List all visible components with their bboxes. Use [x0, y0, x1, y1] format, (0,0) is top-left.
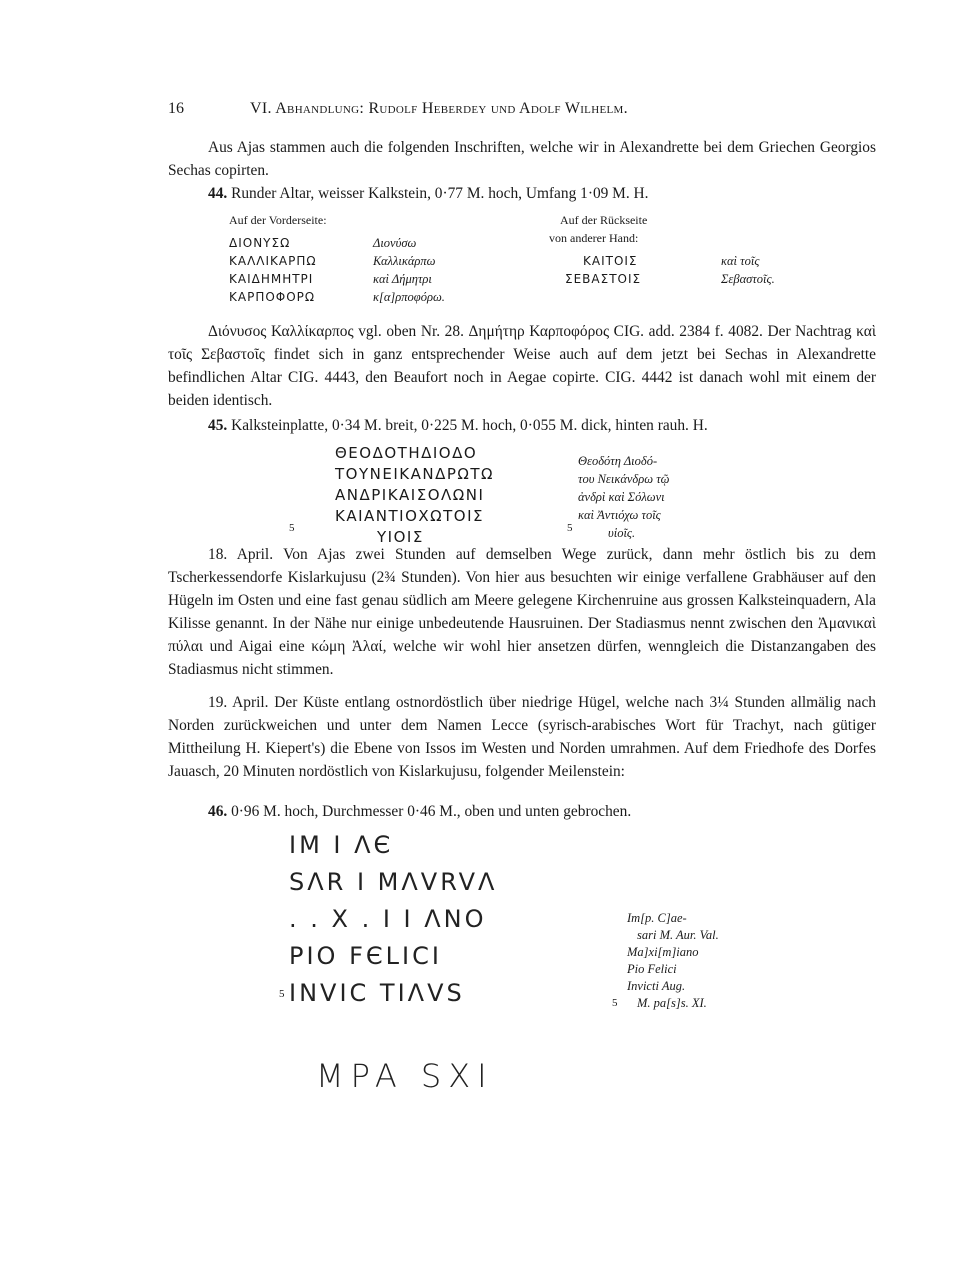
- trans-line: καὶ Ἀντιόχω τοῖς: [578, 508, 661, 522]
- insc-line: ΚΑΛΛΙΚΑΡΠΩ: [229, 254, 317, 268]
- insc-line: . . X . I I ΛNO: [289, 905, 487, 933]
- insc-line: ΚΑΡΠΟΦΟΡΩ: [229, 290, 316, 304]
- front-transcription: [373, 234, 445, 306]
- entry-44-number: 44.: [208, 185, 228, 202]
- trans-line: sari M. Aur. Val.: [637, 928, 719, 942]
- trans-line: καὶ τοῖς: [721, 254, 760, 268]
- trans-line: του Νεικάνδρω τῷ: [578, 472, 670, 486]
- insc-line: IM I ΛЄ: [289, 831, 394, 859]
- trans-line: Ma]xi[m]iano: [627, 945, 699, 959]
- front-inscription: [229, 234, 317, 306]
- entry-45-number: 45.: [208, 417, 228, 434]
- trans-line: Im[p. C]ae-: [627, 911, 687, 925]
- milestone-transcription: [627, 910, 719, 1012]
- milestone-last-line: MPA SXI: [316, 1057, 494, 1095]
- back-label-2: von anderer Hand:: [549, 231, 639, 245]
- running-title: VI. Abhandlung: Rudolf Heberdey und Adolf Wilhelm.: [250, 100, 628, 117]
- trans-line: Pio Felici: [627, 962, 677, 976]
- back-inscription: [565, 252, 641, 288]
- line-number-5-milestone-trans: 5: [612, 997, 618, 1009]
- insc-line: ΘΕΟΔΟΤΗΔΙΟΔΟ: [335, 444, 478, 462]
- entry-45-transcription: [578, 452, 670, 542]
- trans-line: M. pa[s]s. XI.: [637, 996, 707, 1010]
- insc-line: ΔΙΟΝΥΣΩ: [229, 236, 291, 250]
- milestone-inscription: [289, 830, 497, 1015]
- insc-line: ΣΕΒΑΣΤΟΙΣ: [565, 272, 642, 286]
- trans-line: Διονύσω: [373, 236, 417, 250]
- back-label-1: Auf der Rückseite: [560, 213, 648, 227]
- page-number: 16: [168, 100, 184, 117]
- entry-46-heading: [168, 800, 876, 823]
- line-number-5-milestone: 5: [279, 988, 285, 1000]
- trans-line: καὶ Δήμητρι: [373, 272, 432, 286]
- insc-line: ΚΑΙΔΗΜΗΤΡΙ: [229, 272, 314, 286]
- trans-line: Σεβαστοῖς.: [721, 272, 775, 286]
- entry-44-desc: Runder Altar, weisser Kalkstein, 0·77 M. hoch, Umfang 1·09 M. H.: [227, 185, 649, 202]
- line-number-5: 5: [289, 522, 295, 534]
- entry-46-number: 46.: [208, 803, 228, 820]
- entry-44-commentary: Διόνυσος Καλλίκαρπος vgl. oben Nr. 28. Δημήτηρ Καρποφόρος CIG. add. 2384 f. 4082. Der Nachtrag καὶ τοῖς Σεβαστοῖς findet sich in ganz entsprechender Weise auch auf dem jetzt bei Sechas in Alexandrette befindlichen Altar CIG. 4443, den Beaufort noch in Aegae copirte. CIG. 4442 ist danach wohl mit einem der beiden identisch.: [168, 323, 876, 409]
- trans-line: υἱοῖς.: [608, 526, 636, 540]
- intro-paragraph: Aus Ajas stammen auch die folgenden Inschriften, welche wir in Alexandrette bei dem Griechen Georgios Sechas copirten.: [168, 139, 876, 179]
- entry-46-desc: 0·96 M. hoch, Durchmesser 0·46 M., oben und unten gebrochen.: [227, 803, 632, 820]
- trans-line: Καλλικάρπω: [373, 254, 436, 268]
- insc-line: INVIC TIΛVS: [289, 979, 465, 1007]
- trans-line: κ[α]ρποφόρω.: [373, 290, 445, 304]
- trans-line: ἀνδρὶ καὶ Σόλωνι: [578, 490, 665, 504]
- trans-line: Invicti Aug.: [627, 979, 686, 993]
- entry-45-inscription: [305, 443, 494, 548]
- entry-45-desc: Kalksteinplatte, 0·34 M. breit, 0·225 M. hoch, 0·055 M. dick, hinten rauh. H.: [227, 417, 708, 434]
- back-transcription: [721, 252, 775, 288]
- entry-44-heading: [168, 182, 876, 205]
- insc-line: ΚΑΙΑΝΤΙΟΧΩΤΟΙΣ: [335, 507, 485, 525]
- insc-line: ΚΑΙΤΟΙΣ: [583, 254, 638, 268]
- insc-line: SΛR I MΛVRVΛ: [289, 868, 498, 896]
- insc-line: ΥΙΟΙΣ: [377, 528, 424, 546]
- insc-line: ΑΝΔΡΙΚΑΙΣΟΛΩΝΙ: [335, 486, 485, 504]
- front-label: Auf der Vorderseite:: [229, 213, 327, 227]
- line-number-5-trans: 5: [567, 522, 573, 534]
- travel-19-april: 19. April. Der Küste entlang ostnordöstlich über niedrige Hügel, welche nach 3¼ Stunden allmälig nach Norden zurückweichen und unter dem Namen Lecce (syrisch-arabisches Wort für Trachyt, nach gütiger Mittheilung H. Kiepert's) die Ebene von Issos im Westen und Norden umrahmen. Auf dem Friedhofe des Dorfes Jauasch, 20 Minuten nordöstlich von Kislarkujusu, folgender Meilenstein:: [168, 694, 876, 780]
- trans-line: Θεοδότη Διοδό-: [578, 454, 658, 468]
- entry-45-heading: [168, 414, 876, 437]
- travel-18-april: 18. April. Von Ajas zwei Stunden auf demselben Wege zurück, dann mehr östlich bis zu dem Tscherkessendorfe Kislarkujusu (2¾ Stunden). Von hier aus besuchten wir einige verfallene Grabhäuser auf den Hügeln im Osten und eine fast genau südlich am Meere gelegene Kirchenruine aus grossen Kalksteinquadern, Ala Kilisse genannt. In der Nähe nur einige unbedeutende Hausruinen. Der Stadiasmus nennt zwischen den Ἀμανικαὶ πύλαι und Aigai eine κώμη Ἀλαί, welche wir wohl hier ansetzen dürfen, wenngleich die Distanzangaben des Stadiasmus nicht stimmen.: [168, 546, 876, 678]
- insc-line: PIO FЄLICI: [289, 942, 442, 970]
- insc-line: ΤΟΥΝΕΙΚΑΝΔΡΩΤΩ: [335, 465, 494, 483]
